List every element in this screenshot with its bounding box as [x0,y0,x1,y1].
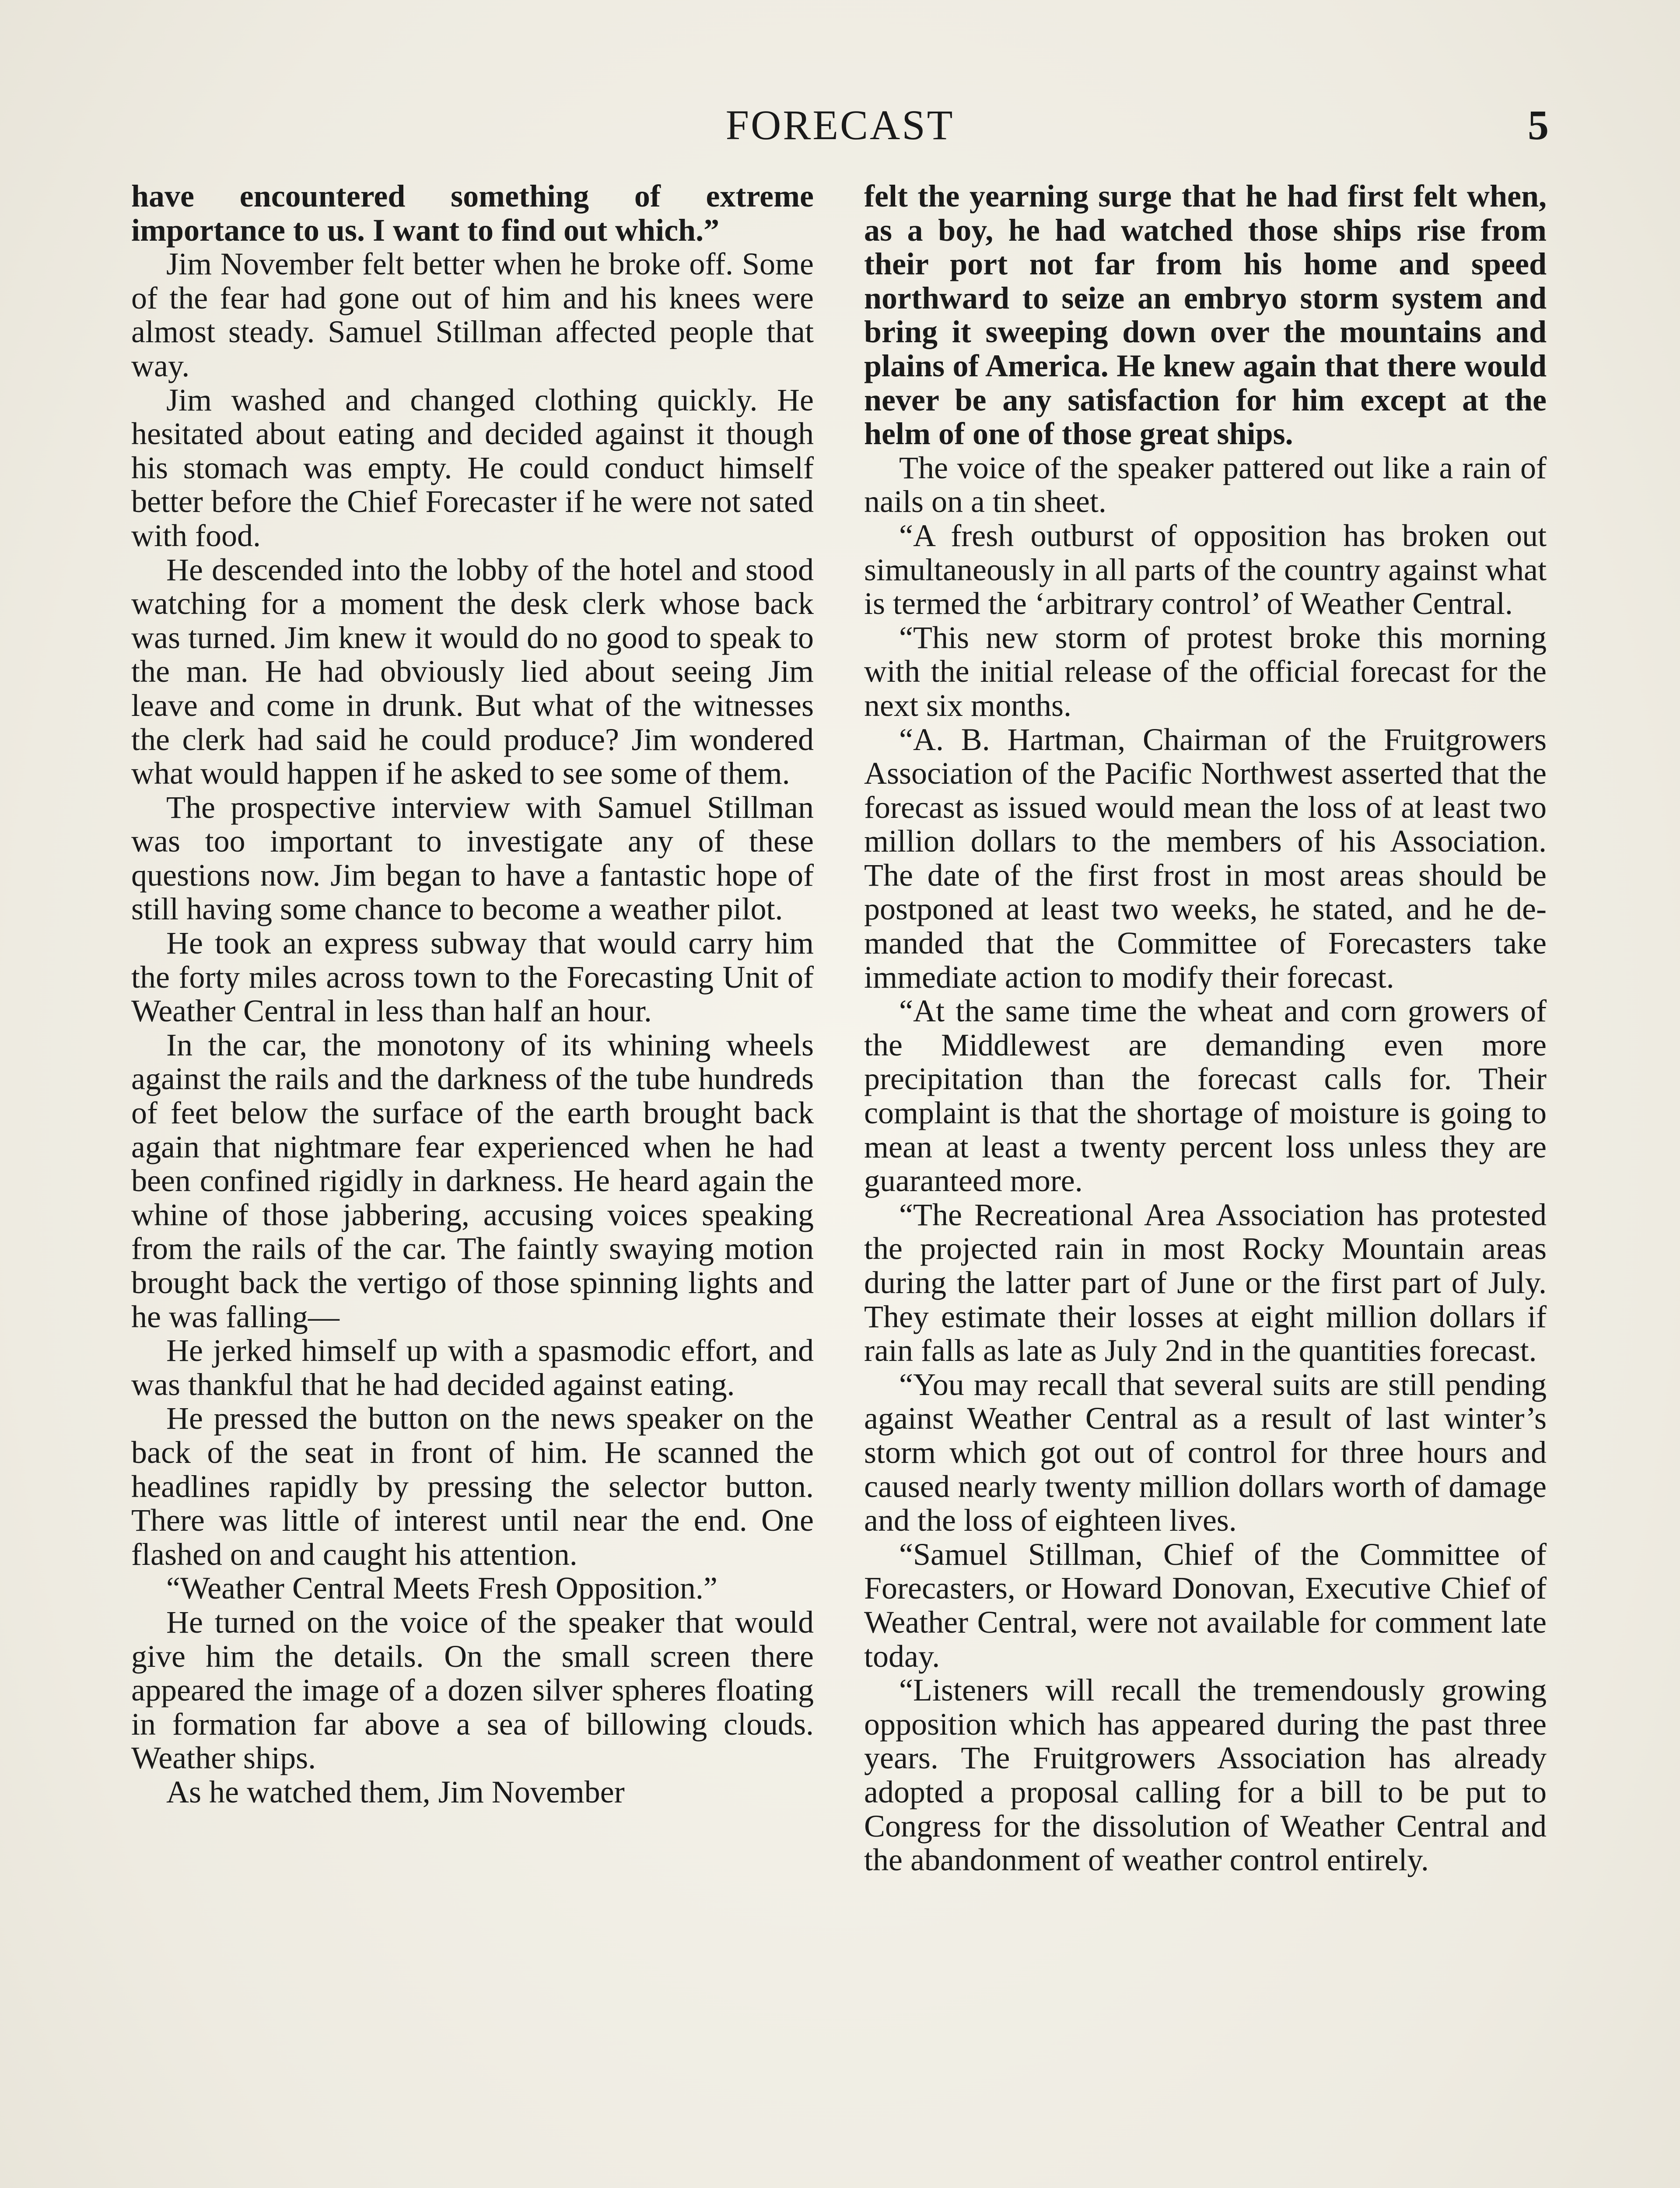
paragraph: He descended into the lobby of the hotel and stood watching for a moment the desk clerk whose back was turned. Jim knew it would do no good to speak to the man. He had obviously lied about seeing Jim leave and come in drunk. But what of the witnesses the clerk had said he could produce? Jim wondered what would happen if he asked to see some of them. [131,552,814,791]
running-title: FORECAST [725,102,955,148]
paragraph: “The Recreational Area Association has protested the projected rain in most Rocky Mountain areas during the latter part of June or the first part of July. They estimate their losses at eight million dollars if rain falls as late as July 2nd in the quantities forecast. [864,1197,1547,1368]
paragraph: felt the yearning surge that he had first felt when, as a boy, he had watched those ships rise from their port not far from his home and speed northward to seize an embryo storm system and bring it sweeping down over the mountains and plains of America. He knew again that there would never be any satisfaction for him except at the helm of one of those great ships. [864,179,1547,452]
paragraph: “A fresh outburst of opposition has broken out simultaneously in all parts of the country against what is termed the ‘arbitrary control’ of Weather Central. [864,518,1547,621]
paragraph: Jim November felt better when he broke off. Some of the fear had gone out of him and his knees were almost steady. Samuel Stillman affected people that way. [131,246,814,383]
paragraph: “Weather Central Meets Fresh Opposition.” [166,1571,718,1606]
right-column [864,179,1547,1877]
paragraph: have encountered something of extreme importance to us. I want to find out which.” [131,179,814,248]
page-number: 5 [1528,102,1549,148]
paragraph: The voice of the speaker pattered out like a rain of nails on a tin sheet. [864,450,1547,519]
paragraph: He pressed the button on the news speaker on the back of the seat in front of him. He scanned the headlines rapidly by pressing the selector button. There was little of interest until near the end. One flashed on and caught his attention. [131,1401,814,1572]
paragraph: In the car, the monotony of its whining wheels against the rails and the darkness of the tube hundreds of feet below the surface of the earth brought back again that nightmare fear experienced when he had been confined rigidly in darkness. He heard again the whine of those jabbering, accusing voices speaking from the rails of the car. The faintly swaying motion brought back the vertigo of those spinning lights and he was falling— [131,1027,814,1334]
paragraph: “A. B. Hartman, Chairman of the Fruitgrowers Association of the Pacific Northwest asserted that the forecast as issued would mean the loss of at least two million dollars to the members of his Association. The date of the first frost in most areas should be postponed at least two weeks, he stated, and he demanded that the Committee of Forecasters take immediate action to modify their forecast. [864,722,1547,995]
paragraph: Jim washed and changed clothing quickly. He hesitated about eating and decided against it though his stomach was empty. He could conduct himself better before the Chief Forecaster if he were not sated with food. [131,382,814,553]
paragraph: “Samuel Stillman, Chief of the Committee of Forecasters, or Howard Donovan, Executive Chief of Weather Central, were not available for comment late today. [864,1536,1547,1674]
paragraph: He jerked himself up with a spasmodic effort, and was thankful that he had decided against eating. [131,1333,814,1402]
paragraph: He took an express subway that would carry him the forty miles across town to the Forecasting Unit of Weather Central in less than half an hour. [131,926,814,1029]
paragraph: As he watched them, Jim November [166,1774,625,1809]
page-header [131,101,1549,153]
paragraph: “This new storm of protest broke this morning with the initial release of the official forecast for the next six months. [864,620,1547,723]
paragraph: He turned on the voice of the speaker that would give him the details. On the small screen there appeared the image of a dozen silver spheres floating in formation far above a sea of billowing clouds. Weather ships. [131,1604,814,1776]
paragraph: “Listeners will recall the tremendously growing opposition which has appeared during the past three years. The Fruitgrowers Association has already adopted a proposal calling for a bill to be put to Congress for the dissolution of Weather Central and the abandonment of weather control entirely. [864,1673,1547,1878]
paragraph: The prospective interview with Samuel Stillman was too important to investigate any of these questions now. Jim began to have a fantastic hope of still having some chance to become a weather pilot. [131,789,814,927]
paragraph: “You may recall that several suits are still pending against Weather Central as a result of last winter’s storm which got out of control for three hours and caused nearly twenty million dollars worth of damage and the loss of eighteen lives. [864,1367,1547,1538]
left-column [131,179,814,1809]
paragraph: “At the same time the wheat and corn growers of the Middlewest are demanding even more precipitation than the forecast calls for. Their complaint is that the shortage of moisture is going to mean at least a twenty percent loss unless they are guaranteed more. [864,993,1547,1199]
